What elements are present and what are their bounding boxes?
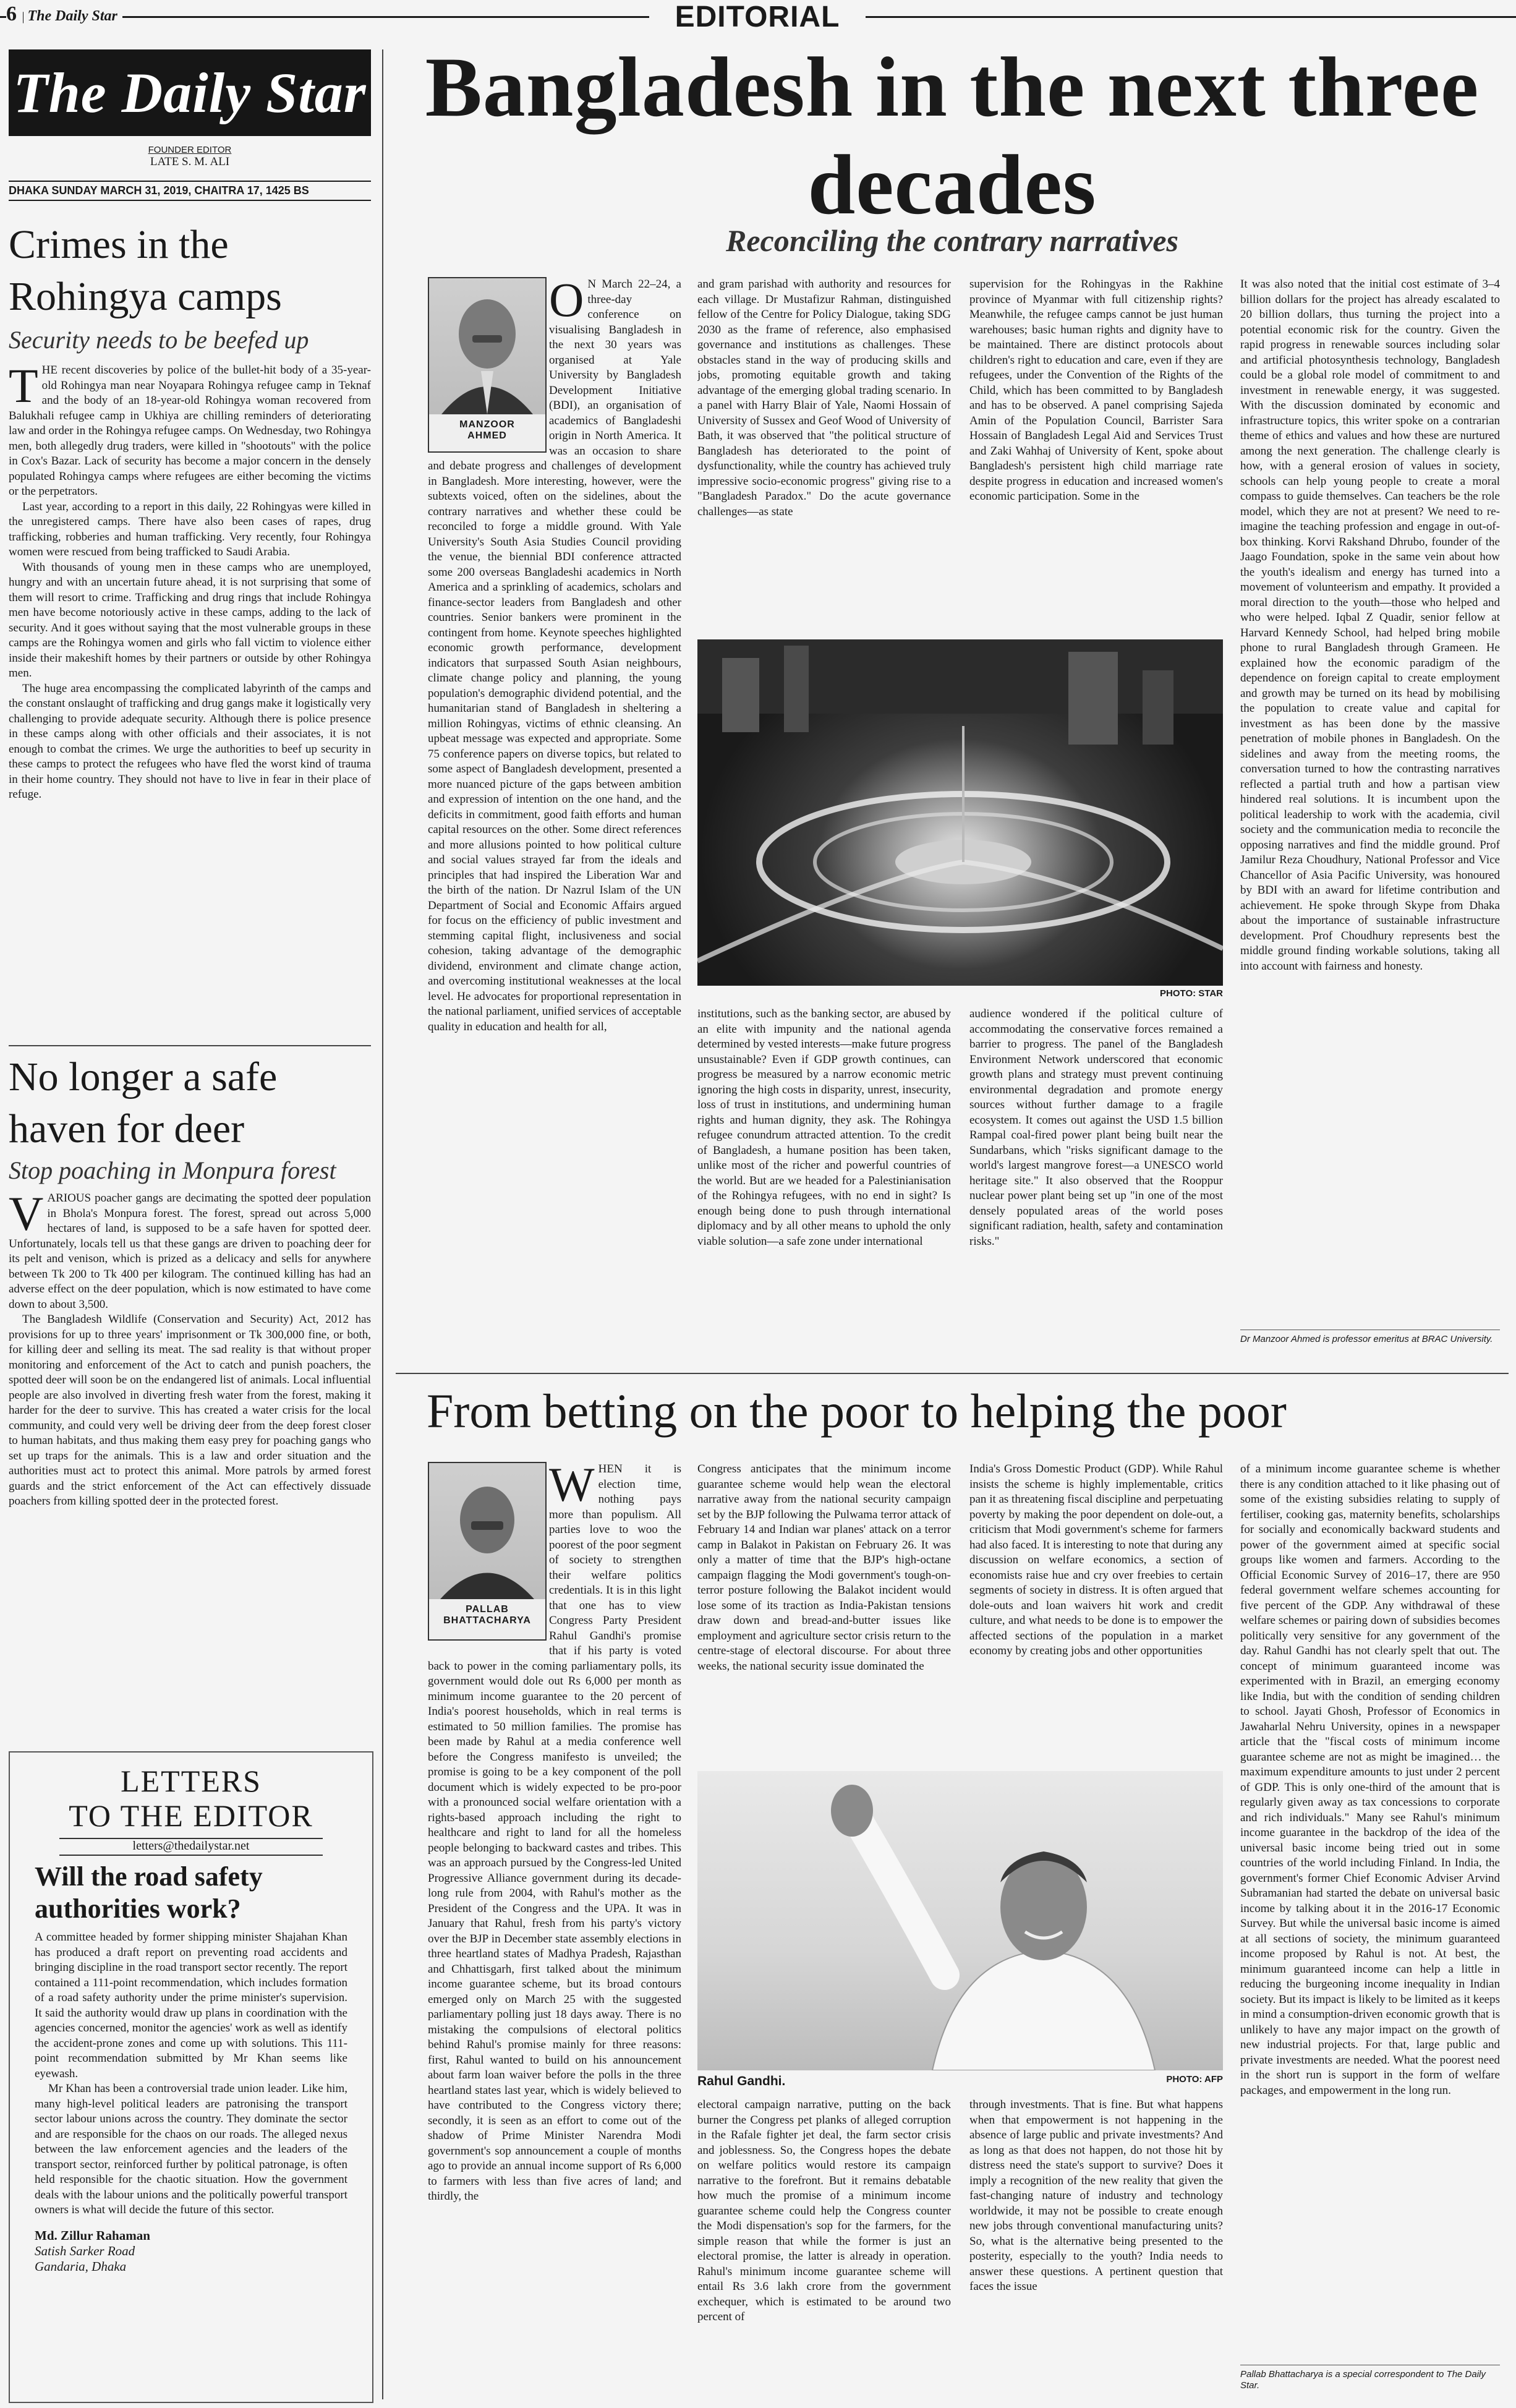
paragraph: audience wondered if the political culture of accommodating the conservative forces remained a barrier to progress. The panel of the Bangladesh Environment Network underscored that economic growth plans and strategy must prevent continuing environmental degradation and promote energy sources without further damage to a fragile ecosystem. It comes out against the USD 1.5 billion Rampal coal-fired power plant being built near the Sundarbans, which "risks significant damage to the world's largest mangrove forest—a UNESCO world heritage site." It also observed that the Rooppur nuclear power plant being set up "in one of the most densely populated areas of the world poses significant radiation, health, safety and contamination risks." bbox=[969, 1007, 1223, 1248]
feature2-headline: From betting on the poor to helping the poor bbox=[427, 1384, 1287, 1438]
feature2-column-4 bbox=[1240, 1462, 1500, 2352]
feature1-column-2-bottom bbox=[697, 1007, 951, 1359]
founder-label: FOUNDER EDITOR bbox=[148, 145, 232, 155]
author-last-name: BHATTACHARYA bbox=[443, 1615, 531, 1626]
dateline: DHAKA SUNDAY MARCH 31, 2019, CHAITRA 17, 1425 BS bbox=[9, 181, 371, 201]
paragraph: It was also noted that the initial cost estimate of 3–4 billion dollars for the project has already escalated to 20 billion dollars, thus turning the project into a potential economic risk for the country. Given the rapid progress in renewable sources including solar and artificial photosynthesis technology, Bangladesh could be a global role model of commitment to and investment in renewable energy, it was suggested. With the discussion dominated by economic and infrastructure topics, this writer spoke on a contrarian theme of ethics and values and how these are nurtured among the next generation. The challenge clearly is how, with a general erosion of values in society, schools can help young people to create a moral compass to guide themselves. Can teachers be the role model, which they are not at present? We need to re-imagine the teaching profession and engage in out-of-box thinking. Korvi Rakshand Dhrubo, founder of the Jaago Foundation, spoke in the same vein about how the youth's idealism and energy has turned into a movement of volunteerism and empathy. It provided a moral direction to the youth—those who helped and who were helped. Iqbal Z Quadir, senior fellow at Harvard Kennedy School, had helped bring mobile phone to rural Bangladesh through Grameen. He explained how the economic paradigm of the dependence on foreign capital to create employment and growth may be turned on its head by mobilising the population to create value and capital for investment as has been done by the massive penetration of mobile phones in Bangladesh. On the sidelines and away from the meeting rooms, the conversation turned to how the contrasting narratives reflected a partial truth and how a partisan view hindered real solutions. It is incumbent upon the political leadership to work with the academia, civil society and the communication media to reconcile the opposing narratives and find the middle ground. Prof Jamilur Reza Choudhury, National Professor and Vice Chancellor of Asia Pacific University, was honoured by BDI with an award for lifetime contribution and achievement. He spoke through Skype from Dhaka about the importance of sustainable infrastructure development. Prof Choudhury represents best the middle ground finding workable solutions, taking all into account with fairness and honesty. bbox=[1240, 278, 1500, 973]
paragraph: of a minimum income guarantee scheme is whether there is any condition attached to it like phasing out of some of the existing subsidies relating to supply of fertiliser, cooking gas, maternity benefits, scholarships for socially and economically backward students and power of the government aimed at specific social groups like women and farmers. According to the Official Economic Survey of 2016–17, there are 950 federal government welfare schemes accounting for five percent of the GDP. Any withdrawal of these welfare schemes or pairing down of subsidies becomes politically very sensitive for any government of the day. Rahul Gandhi has not clearly spelt that out. The concept of minimum guaranteed income was experimented with in Brazil, an emerging economy like India, but with the condition of sending children to school. Jayati Ghosh, Professor of Economics in Jawaharlal Nehru University, opines in a newspaper article that the "fiscal costs of minimum income guarantee scheme are not as might be imagined… the maximum expenditure amounts to just under 2 percent of GDP. This is only one-third of the amount that is regularly given away as tax concessions to corporate and rich individuals." Many see Rahul's minimum income guarantee in the backdrop of the idea of the universal basic income being tried out in some countries of the world including Finland. In India, the government's former Chief Economic Adviser Arvind Subramanian had started the debate on universal basic income by talking about it in the 2016-17 Economic Survey. But while the universal basic income is aimed at all sections of society, the minimum guaranteed income proposed by Rahul is not. At best, the minimum guaranteed income can help a little in reducing the burgeoning income inequality in Indian society. But its impact is likely to be limited as it keeps in mind a consumption-driven economic growth that is unlikely to have any major impact on the growth of new industrial projects. For that, large public and private investments are needed. What the poorest need in the short run is support in the form of welfare packages, and empowerment in the long run. bbox=[1240, 1462, 1500, 2097]
letter-headline: Will the road safety authorities work? bbox=[35, 1861, 263, 1924]
feature1-column-2-top bbox=[697, 277, 951, 636]
editorial-body bbox=[9, 359, 371, 803]
feature1-photo bbox=[697, 639, 1223, 986]
editorial-headline: Crimes in the Rohingya camps bbox=[9, 222, 282, 319]
dropcap: O bbox=[549, 277, 584, 327]
float-spacer bbox=[428, 1462, 549, 1644]
feature2-column-2-top bbox=[697, 1462, 951, 1765]
editorial-deer bbox=[9, 1051, 371, 1509]
masthead-logo: The Daily Star bbox=[13, 61, 367, 124]
dropcap: W bbox=[549, 1462, 595, 1511]
editorial-body bbox=[9, 1187, 371, 1509]
editorial-headline: No longer a safe haven for deer bbox=[9, 1054, 278, 1151]
feature1-column-1 bbox=[428, 277, 681, 1359]
paragraph: supervision for the Rohingyas in the Rakhine province of Myanmar with full citizenship rights? Meanwhile, the refugee camps cannot be just human warehouses; basic human rights and dignity have to be maintained. There are distinct protocols about children's right to education and care, even if they are refugees, under the Convention of the Rights of the Child, which has been committed to by Bangladesh and has to be observed. A panel comprising Sajeda Amin of the Population Council, Barrister Sara Hossain of Bangladesh Legal Aid and Services Trust and Zaki Wahhaj of University of Kent, spoke about Bangladesh's persistent high child marriage rate despite progress in education and increased women's economic participation. Some in the bbox=[969, 278, 1223, 503]
editorial-subhead: Security needs to be beefed up bbox=[9, 326, 309, 354]
author-first-name: MANZOOR bbox=[459, 419, 515, 430]
letters-title-1: LETTERS bbox=[121, 1764, 262, 1798]
paragraph: A committee headed by former shipping minister Shajahan Khan has produced a draft report on preventing road accidents and bringing discipline in the road transport sector recently. The report contained a 111-point recommendation, which includes formation of a road safety authority under the prime minister's supervision. It said the authority would draw up plans in coordination with the agencies concerned, monitor the agencies' work as well as identify the accident-prone zones and come up with solutions. This 111-point recommendation submitted by Mr Khan seems like eyewash. bbox=[35, 1931, 347, 2080]
masthead bbox=[9, 49, 371, 136]
paper-small-logo: The Daily Star bbox=[27, 8, 117, 24]
city-roundabout-image bbox=[697, 639, 1223, 986]
paragraph: With thousands of young men in these camps who are unemployed, hungry and with an uncertain future ahead, it is not surprising that some of them will resort to crime. Trafficking and drug rings that include Rohingya men have become notoriously active in these camps, adding to the lack of security. And it goes without saying that the most vulnerable groups in these camps are the Rohingya women and girls who fall victim to violence either inside their makeshift homes by their partners or outside by other Rohingya men. bbox=[9, 560, 371, 680]
paragraph: through investments. That is fine. But what happens when that empowerment is not happening in the absence of large public and private investments? And as long as that does not happen, do not those hit by distress need the state's support to survive? Does it imply a recognition of the new reality that given the fast-changing nature of industry and technology worldwide, it may not be possible to create enough new jobs through conventional manufacturing units? So, what is the alternative being presented to the posterity, especially to the youth? India needs to answer these questions. A pertinent question that faces the issue bbox=[969, 2098, 1223, 2293]
dropcap: V bbox=[9, 1187, 44, 1240]
feature2-column-1 bbox=[428, 1462, 681, 2399]
paragraph: Last year, according to a report in this daily, 22 Rohingyas were killed in the unregistered camps. There have also been cases of rapes, drug trafficking, robberies and human trafficking. Very recently, four Rohingya women were rescued from being trafficked to Saudi Arabia. bbox=[9, 500, 371, 558]
dropcap: T bbox=[9, 359, 38, 412]
feature1-column-3-bottom bbox=[969, 1007, 1223, 1359]
paragraph: and gram parishad with authority and resources for each village. Dr Mustafizur Rahman, distinguished fellow of the Centre for Policy Dialogue, taking SDG 2030 as the frame of reference, also emphasised governance and institutions as challenges. These obstacles stand in the way of producing skills and jobs, promoting equitable growth and taking advantage of the emerging global trading scenario. In a panel with Harry Blair of Yale, Naomi Hossain of University of Sussex and Geof Wood of University of Bath, it was observed that "the political structure of Bangladesh has deteriorated to the point of dysfunctionality, while the country has achieved truly impressive socio-economic progress" giving rise to a "Bangladesh Paradox." Do the acute governance challenges—as state bbox=[697, 278, 951, 518]
photo-credit: PHOTO: AFP bbox=[1166, 2074, 1223, 2085]
letter-body bbox=[35, 1930, 347, 2218]
page-header: 6 | The Daily Star bbox=[6, 2, 122, 26]
float-spacer bbox=[428, 277, 549, 456]
signature-name: Md. Zillur Rahaman bbox=[35, 2227, 150, 2243]
paragraph: electoral campaign narrative, putting on the back burner the Congress pet planks of alleged corruption in the Rafale fighter jet deal, the farm sector crisis and joblessness. So, the Congress hopes the debate on welfare politics would restore its campaign narrative to the forefront. But it remains debatable how much the promise of a minimum income guarantee scheme could help the Congress counter the Modi dispensation's sop for the farmers, for the simple reason that while the former is just an electoral promise, the latter is already in operation. Rahul's minimum income guarantee scheme will entail Rs 3.6 lakh crore from the government exchequer, which is estimated to be around two percent of bbox=[697, 2098, 951, 2323]
author-last-name: AHMED bbox=[467, 430, 507, 441]
paragraph: HE recent discoveries by police of the bullet-hit body of a 35-year-old Rohingya man near Noyapara Rohingya refugee camp in Teknaf and the body of an 18-year-old Rohingya woman recovered from Balukhali refugee camp in Ukhiya are chilling reminders of deteriorating law and order in the Rohingya refugee camps. On Wednesday, two Rohingya men, both allegedly drug traders, were killed in "shootouts" with the police in Cox's Bazar. Lack of security has become a major concern in the densely populated Rohingya camps where refugees are either becoming the victims or the perpetrators. bbox=[9, 364, 371, 498]
feature2-column-2-bottom bbox=[697, 2098, 951, 2401]
paragraph: Congress anticipates that the minimum income guarantee scheme would help wean the electoral narrative away from the national security campaign set by the BJP following the Pulwama terror attack of February 14 and Indian war planes' attack on a terror camp in Balakot in Pakistan on February 26. It was only a matter of time that the BJP's high-octane campaign flagging the Modi government's tough-on-terror posture following the Balakot incident would lose some of its traction as India-Pakistan tensions draw down and bread-and-butter issues like employment and agriculture sector crisis return to the centre-stage of electoral discourse. For about three weeks, the national security issue dominated the bbox=[697, 1462, 951, 1673]
letters-box bbox=[9, 1751, 373, 2403]
paragraph: The Bangladesh Wildlife (Conservation and Security) Act, 2012 has provisions for up to three years' imprisonment or Tk 300,000 fine, or both, for killing deer and selling its meat. The sad reality is that without proper monitoring and enforcement of the Act to catch and punish poachers, the spotted deer will soon be on the endangered list of animals. Local influential people are also involved in diverting fresh water from the forest, making it harder for the deer to survive. This has created a water crisis for the local community, and could very well be driving deer from the deep forest closer to human habitats, and thus making them easy prey for poaching gangs who set up traps for the animals. This is a law and order situation and the authorities must act to protect this animal. More patrols by armed forest guards and the strict enforcement of the Act can effectively dissuade poachers from killing spotted deer in the protected forest. bbox=[9, 1313, 371, 1508]
signature-address-2: Gandaria, Dhaka bbox=[35, 2258, 127, 2274]
page-number: 6 bbox=[6, 2, 17, 25]
feature2-column-3-bottom bbox=[969, 2098, 1223, 2401]
feature1-column-4 bbox=[1240, 277, 1500, 1316]
feature-headline: Bangladesh in the next three decades bbox=[425, 40, 1480, 232]
section-label: EDITORIAL bbox=[649, 0, 866, 34]
paragraph: HEN it is election time, nothing pays more than populism. All parties love to woo the poorest of the poor segment of society to strengthen their welfare politics credentials. It is in this light that one has to view Congress Party President Rahul Gandhi's promise that if his party is voted back to power in the coming parliamentary polls, its government would dole out Rs 6,000 per month as minimum income guarantee to the 20 percent of India's poorest households, which in real terms is estimated to 50 million families. The promise has been made by Rahul at a media conference well before the Congress manifesto is unveiled; the promise is going to be a key component of the poll document which is widely expected to be pro-poor with a pronounced social welfare orientation with a rights-based approach including the right to healthcare and right to land for all the homeless people belonging to backward castes and tribes. This was an approach pursued by the Congress-led United Progressive Alliance government during its decade-long rule from 2004, with Rahul's mother as the President of the Congress and the UPA. It was in January that Rahul, fresh from his party's victory over the BJP in December state assembly elections in three heartland states of Madhya Pradesh, Rajasthan and Chhattisgarh, first talked about the minimum income guarantee scheme, but its broad contours emerged only on March 25 with the suggested parliamentary polling just 18 days away. There is no mistaking the compulsions of electoral politics behind Rahul's promise mainly for three reasons: first, Rahul wanted to build on his announcement about farm loan waiver before the polls in the three heartland states last year, which is widely believed to have contributed to the Congress victory there; secondly, it is seen as an effort to come out of the shadow of Prime Minister Narendra Modi government's sop announcement a couple of months ago to provide an annual income support of Rs 6,000 to farmers with less than five acres of land; and thirdly, the bbox=[428, 1462, 681, 2203]
paragraph: Mr Khan has been a controversial trade union leader. Like him, many high-level political leaders are patronising the transport sector labour unions across the country. They dominate the sector and are responsible for the chaos on our roads. The alleged nexus between the law enforcement agencies and the leaders of the transport sector, reinforced further by political patronage, is often held responsible for the chaotic situation. How the government deals with the labour unions and the politically powerful transport owners is what will decide the future of this sector. bbox=[35, 2082, 347, 2216]
section-divider bbox=[396, 1373, 1509, 1374]
paragraph: ARIOUS poacher gangs are decimating the spotted deer population in Bhola's Monpura forest. The forest, spread out across 5,000 hectares of land, is supposed to be a safe haven for spotted deer. Unfortunately, locals tell us that these gangs are driven to poaching deer for its pelt and venison, which is prized as a delicacy and sells for anywhere between Tk 200 to Tk 400 per kilogram. The continued killing has had an adverse effect on the deer population, which is now estimated to have come down to about 3,500. bbox=[9, 1192, 371, 1311]
rahul-gandhi-image bbox=[697, 1771, 1223, 2070]
feature1-column-3-top bbox=[969, 277, 1223, 636]
author-first-name: PALLAB bbox=[466, 1604, 509, 1615]
paragraph: The huge area encompassing the complicated labyrinth of the camps and the constant onslaught of trafficking and drug gangs make it logistically very challenging to provide adequate security. Although there is police presence in these camps along with other officials and their associates, it is not enough to combat the crimes. We urge the authorities to beef up security in these camps to protect the refugees who have fled the worst kind of trauma in their home country. They should not have to live in fear in their place of refuge. bbox=[9, 681, 371, 801]
founder-block bbox=[9, 144, 371, 168]
photo-caption: Rahul Gandhi. bbox=[697, 2074, 786, 2088]
divider bbox=[9, 1045, 371, 1046]
letters-title-2: TO THE EDITOR bbox=[69, 1798, 313, 1833]
photo-credit: PHOTO: STAR bbox=[1160, 988, 1223, 999]
feature2-footnote: Pallab Bhattacharya is a special correspondent to The Daily Star. bbox=[1240, 2365, 1500, 2391]
paragraph: institutions, such as the banking sector, are abused by an elite with impunity and the national agenda determined by vested interests—make future progress unsustainable? Even if GDP growth continues, can progress be measured by a narrow economic metric ignoring the high costs in disparity, unrest, insecurity, loss of trust in institutions, and undermining human rights and human dignity, they ask. The Rohingya refugee conundrum attracted attention. To the credit of Bangladesh, a humane position has been taken, unlike most of the richer and powerful countries of the world. But are we headed for a Palestinianisation of the Rohingya refugees, with no end in sight? Is enough being done to push through international diplomacy and by all other means to uphold the only viable solution—a safe zone under international bbox=[697, 1007, 951, 1248]
editorial-rohingya bbox=[9, 219, 371, 803]
founder-name: LATE S. M. ALI bbox=[150, 155, 230, 168]
letters-email: letters@thedailystar.net bbox=[132, 1839, 250, 1853]
feature2-column-3-top bbox=[969, 1462, 1223, 1765]
letter-signature bbox=[35, 2228, 347, 2274]
feature2-photo bbox=[697, 1771, 1223, 2070]
column-separator bbox=[382, 49, 383, 2399]
signature-address-1: Satish Sarker Road bbox=[35, 2243, 135, 2258]
paragraph: India's Gross Domestic Product (GDP). While Rahul insists the scheme is highly implementable, critics pan it as threatening fiscal discipline and perpetuating poverty by making the poor dependent on dole-out, a criticism that Modi government's scheme for farmers had also faced. It is interesting to note that during any discussion on welfare economics, a section of economists raise hue and cry over freebies to certain segments of society in distress. It is often argued that dole-outs and loan waivers hit work and credit culture, and what needs to be done is to empower the affected sections of the population in a market economy by creating jobs and other opportunities bbox=[969, 1462, 1223, 1657]
feature-subhead: Reconciling the contrary narratives bbox=[726, 223, 1178, 258]
photo-caption-row bbox=[697, 2074, 1223, 2089]
paragraph: N March 22–24, a three-day conference on visualising Bangladesh in the next 30 years was organised at Yale University by Bangladesh Development Initiative (BDI), an organisation of academics of Bangladeshi origin in North America. It was an occasion to share and debate progress and challenges of development in Bangladesh. More interesting, however, were the subtexts voiced, often on the sidelines, about the contrary narratives and whether these could be reconciled to forge a middle ground. With Yale University's South Asia Studies Council providing the venue, the biennial BDI conference attracted some 200 overseas Bangladeshi academics in North America and a sprinkling of academics, scholars and finance-sector leaders from Bangladesh and other countries. Senior bankers were prominent in the contingent from home. Keynote speeches highlighted economic growth performance, development indicators that surpassed South Asian neighbours, climate change policy and planning, the young population's demographic dividend potential, and the humanitarian stand of Bangladesh in sheltering a million Rohingyas, victims of ethnic cleansing. An upbeat message was expected and appropriate. Some 75 conference papers on diverse topics, but related to some aspect of Bangladesh development, presented a more nuanced picture of the gaps between ambition and expression of intention on the one hand, and the deficits in commitment, good faith efforts and human capital resources on the other. Some direct references and more allusions pointed to how political culture and social values strayed far from the ideals and principles that had inspired the Liberation War and the birth of the nation. Dr Nazrul Islam of the UN Department of Social and Economic Affairs argued for focus on the efficiency of public investment and stemming capital flight, inclusiveness and social cohesion, taking advantage of the demographic dividend, environment and climate change action, and overcoming institutional weaknesses at the local level. He advocates for proportional representation in the national parliament, unified services of acceptable quality in education and health for all, bbox=[428, 278, 681, 1033]
feature1-footnote: Dr Manzoor Ahmed is professor emeritus at BRAC University. bbox=[1240, 1330, 1500, 1345]
editorial-subhead: Stop poaching in Monpura forest bbox=[9, 1156, 336, 1184]
